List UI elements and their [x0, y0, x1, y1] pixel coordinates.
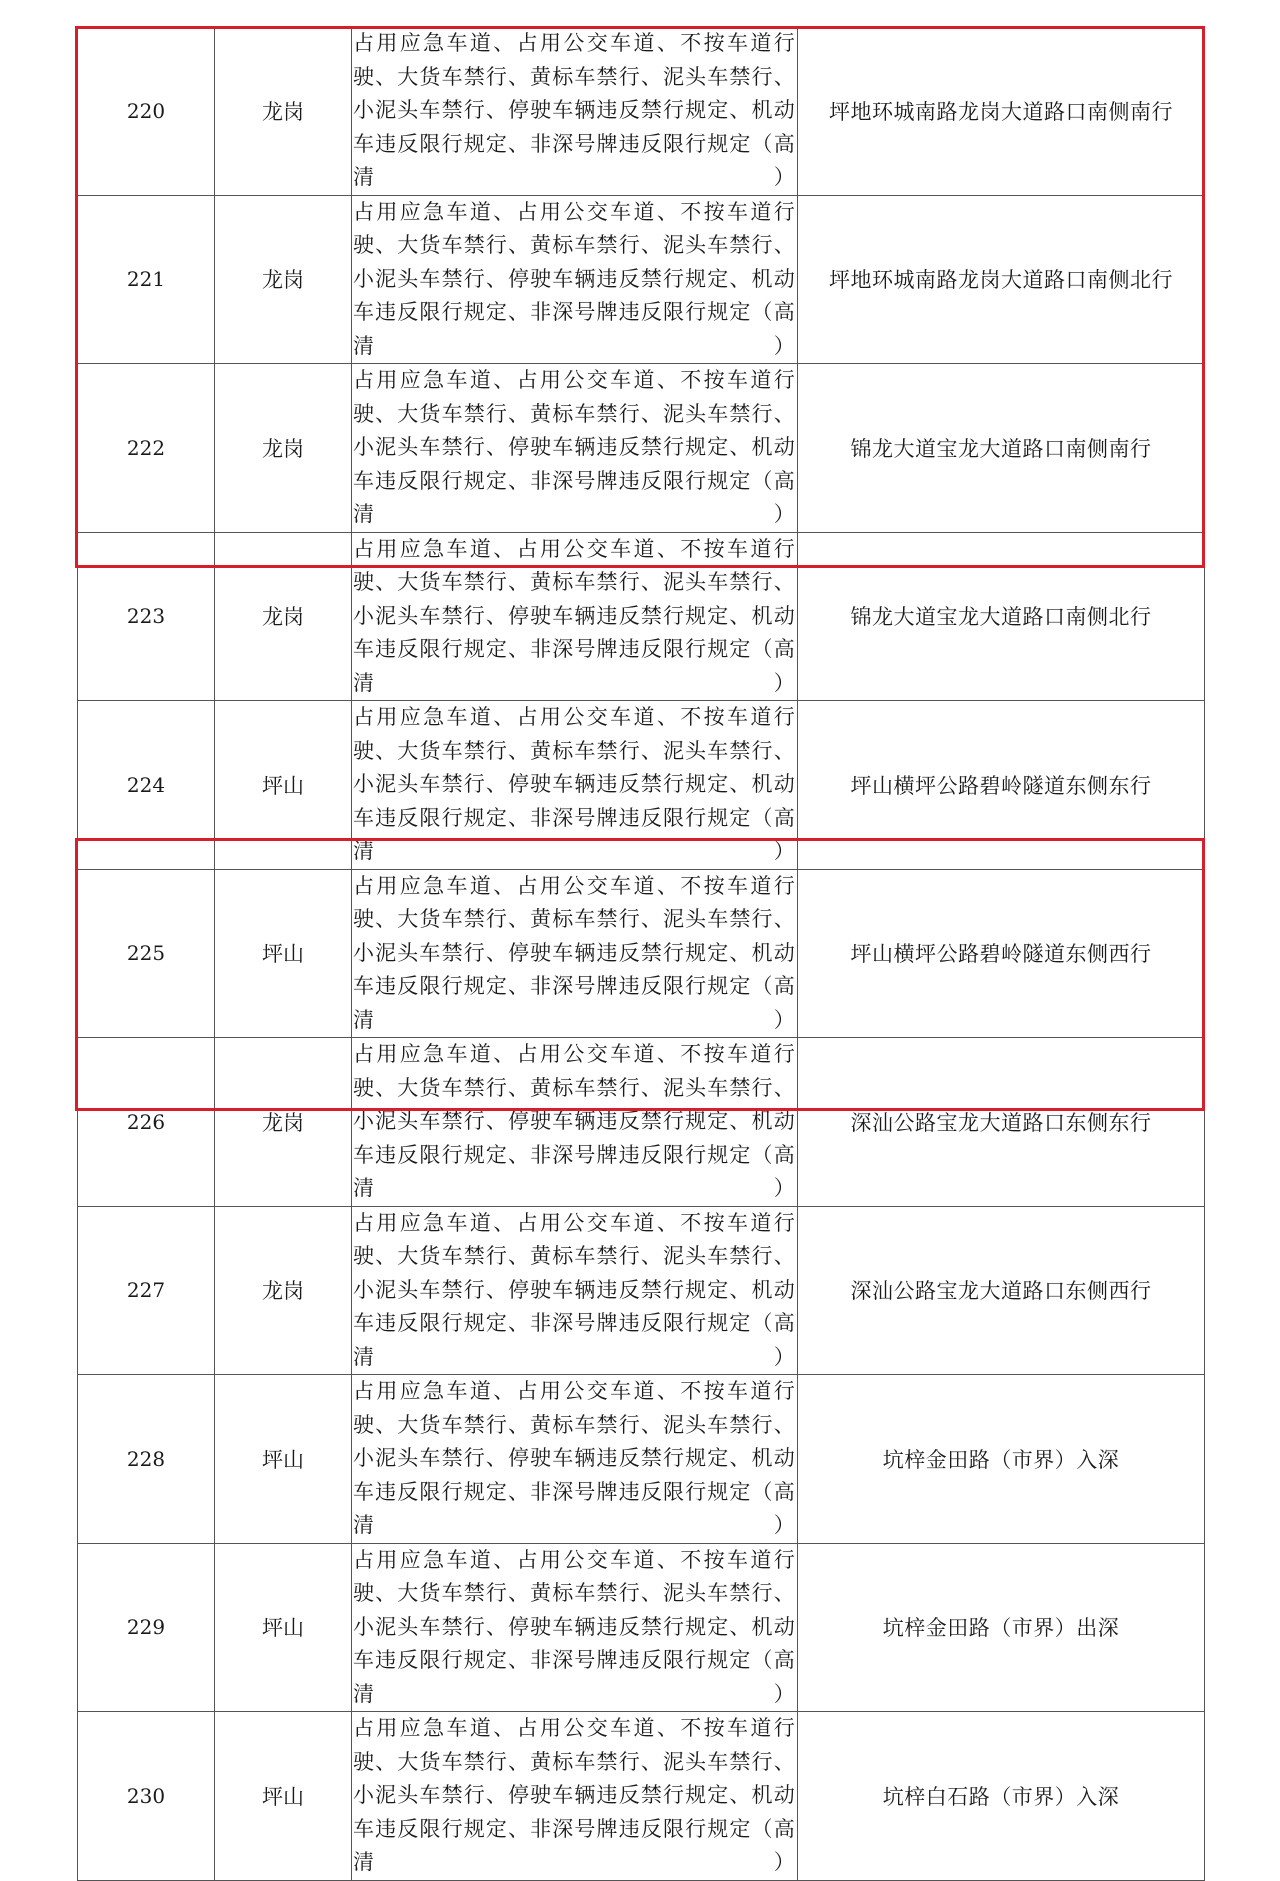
table-row: [78, 27, 1205, 196]
row-number: 229: [78, 1543, 215, 1712]
camera-list-table: [77, 26, 1205, 1881]
district: 龙岗: [215, 195, 352, 364]
violation-types: 占用应急车道、占用公交车道、不按车道行驶、大货车禁行、黄标车禁行、泥头车禁行、小泥头车禁行、停驶车辆违反禁行规定、机动车违反限行规定、非深号牌违反限行规定（高清）: [352, 364, 798, 533]
row-number: 228: [78, 1375, 215, 1544]
violation-types: 占用应急车道、占用公交车道、不按车道行驶、大货车禁行、黄标车禁行、泥头车禁行、小泥头车禁行、停驶车辆违反禁行规定、机动车违反限行规定、非深号牌违反限行规定（高清）: [352, 1206, 798, 1375]
table-row: [78, 869, 1205, 1038]
table-row: [78, 1206, 1205, 1375]
violation-types: 占用应急车道、占用公交车道、不按车道行驶、大货车禁行、黄标车禁行、泥头车禁行、小泥头车禁行、停驶车辆违反禁行规定、机动车违反限行规定、非深号牌违反限行规定（高清）: [352, 1038, 798, 1207]
violation-types: 占用应急车道、占用公交车道、不按车道行驶、大货车禁行、黄标车禁行、泥头车禁行、小泥头车禁行、停驶车辆违反禁行规定、机动车违反限行规定、非深号牌违反限行规定（高清）: [352, 1543, 798, 1712]
camera-location: 深汕公路宝龙大道路口东侧西行: [798, 1206, 1205, 1375]
violation-types: 占用应急车道、占用公交车道、不按车道行驶、大货车禁行、黄标车禁行、泥头车禁行、小泥头车禁行、停驶车辆违反禁行规定、机动车违反限行规定、非深号牌违反限行规定（高清）: [352, 195, 798, 364]
violation-types: 占用应急车道、占用公交车道、不按车道行驶、大货车禁行、黄标车禁行、泥头车禁行、小泥头车禁行、停驶车辆违反禁行规定、机动车违反限行规定、非深号牌违反限行规定（高清）: [352, 1712, 798, 1881]
camera-location: 坪山横坪公路碧岭隧道东侧西行: [798, 869, 1205, 1038]
district: 坪山: [215, 869, 352, 1038]
violation-types: 占用应急车道、占用公交车道、不按车道行驶、大货车禁行、黄标车禁行、泥头车禁行、小泥头车禁行、停驶车辆违反禁行规定、机动车违反限行规定、非深号牌违反限行规定（高清）: [352, 27, 798, 196]
district: 坪山: [215, 1375, 352, 1544]
row-number: 222: [78, 364, 215, 533]
table-row: [78, 1038, 1205, 1207]
district: 坪山: [215, 1543, 352, 1712]
row-number: 224: [78, 701, 215, 870]
camera-location: 坑梓金田路（市界）出深: [798, 1543, 1205, 1712]
row-number: 225: [78, 869, 215, 1038]
camera-location: 锦龙大道宝龙大道路口南侧南行: [798, 364, 1205, 533]
table-row: [78, 195, 1205, 364]
table-body: [78, 27, 1205, 1881]
camera-location: 坑梓白石路（市界）入深: [798, 1712, 1205, 1881]
table-row: [78, 532, 1205, 701]
district: 坪山: [215, 701, 352, 870]
table-row: [78, 701, 1205, 870]
row-number: 230: [78, 1712, 215, 1881]
camera-location: 坪山横坪公路碧岭隧道东侧东行: [798, 701, 1205, 870]
row-number: 227: [78, 1206, 215, 1375]
table-row: [78, 364, 1205, 533]
camera-location: 锦龙大道宝龙大道路口南侧北行: [798, 532, 1205, 701]
table-row: [78, 1543, 1205, 1712]
violation-types: 占用应急车道、占用公交车道、不按车道行驶、大货车禁行、黄标车禁行、泥头车禁行、小泥头车禁行、停驶车辆违反禁行规定、机动车违反限行规定、非深号牌违反限行规定（高清）: [352, 701, 798, 870]
row-number: 226: [78, 1038, 215, 1207]
district: 龙岗: [215, 27, 352, 196]
row-number: 223: [78, 532, 215, 701]
camera-location: 坑梓金田路（市界）入深: [798, 1375, 1205, 1544]
camera-location: 坪地环城南路龙岗大道路口南侧南行: [798, 27, 1205, 196]
camera-location: 坪地环城南路龙岗大道路口南侧北行: [798, 195, 1205, 364]
row-number: 221: [78, 195, 215, 364]
table-row: [78, 1375, 1205, 1544]
camera-list-table-wrapper: [77, 26, 1204, 1881]
violation-types: 占用应急车道、占用公交车道、不按车道行驶、大货车禁行、黄标车禁行、泥头车禁行、小泥头车禁行、停驶车辆违反禁行规定、机动车违反限行规定、非深号牌违反限行规定（高清）: [352, 869, 798, 1038]
camera-location: 深汕公路宝龙大道路口东侧东行: [798, 1038, 1205, 1207]
violation-types: 占用应急车道、占用公交车道、不按车道行驶、大货车禁行、黄标车禁行、泥头车禁行、小泥头车禁行、停驶车辆违反禁行规定、机动车违反限行规定、非深号牌违反限行规定（高清）: [352, 1375, 798, 1544]
district: 龙岗: [215, 532, 352, 701]
violation-types: 占用应急车道、占用公交车道、不按车道行驶、大货车禁行、黄标车禁行、泥头车禁行、小泥头车禁行、停驶车辆违反禁行规定、机动车违反限行规定、非深号牌违反限行规定（高清）: [352, 532, 798, 701]
district: 龙岗: [215, 1038, 352, 1207]
table-row: [78, 1712, 1205, 1881]
district: 龙岗: [215, 364, 352, 533]
district: 坪山: [215, 1712, 352, 1881]
district: 龙岗: [215, 1206, 352, 1375]
row-number: 220: [78, 27, 215, 196]
